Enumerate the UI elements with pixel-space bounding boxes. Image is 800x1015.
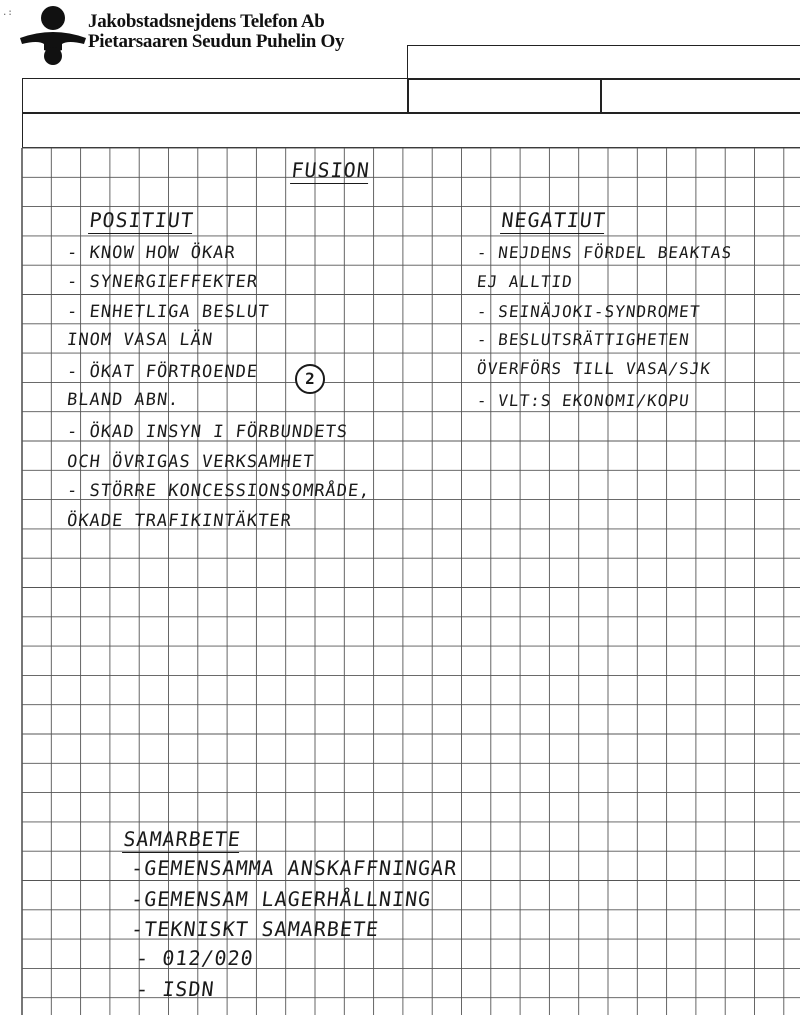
positive-line: - ÖKAT FÖRTROENDE [66,362,260,382]
positive-line: INOM VASA LÄN [66,330,215,350]
positive-line: - ÖKAD INSYN I FÖRBUNDETS [66,422,349,442]
negative-line: EJ ALLTID [476,272,574,291]
positive-line: BLAND ABN. [66,390,181,410]
negative-line: - VLT:S EKONOMI/KOPU [476,391,691,410]
company-name-finnish: Pietarsaaren Seudun Puhelin Oy [88,31,345,52]
positive-heading: POSITIUT [88,208,196,232]
positive-line: - SYNERGIEFFEKTER [66,272,260,292]
positive-line: - KNOW HOW ÖKAR [66,243,237,263]
cooperation-line: -TEKNISKT SAMARBETE [130,917,381,941]
cooperation-line: - 012/020 [135,946,255,970]
circled-number-mark: 2 [295,364,325,394]
note-title: FUSION [290,158,371,182]
negative-line: ÖVERFÖRS TILL VASA/SJK [476,359,712,378]
negative-line: - NEJDENS FÖRDEL BEAKTAS [476,243,734,262]
negative-heading: NEGATIUT [500,208,608,232]
cooperation-heading: SAMARBETE [122,827,243,851]
negative-line: - BESLUTSRÄTTIGHETEN [476,330,691,349]
company-name-swedish: Jakobstadsnejdens Telefon Ab [88,11,325,32]
negative-line: - SEINÄJOKI-SYNDROMET [476,302,702,321]
positive-line: - ENHETLIGA BESLUT [66,302,271,322]
positive-line: ÖKADE TRAFIKINTÄKTER [66,511,293,531]
cooperation-line: -GEMENSAM LAGERHÅLLNING [130,887,433,911]
cooperation-line: -GEMENSAMMA ANSKAFFNINGAR [130,856,459,880]
scan-speck: .: [2,8,13,18]
positive-line: OCH ÖVRIGAS VERKSAMHET [66,452,316,472]
positive-line: - STÖRRE KONCESSIONSOMRÅDE, [66,481,372,501]
cooperation-line: - ISDN [135,977,216,1001]
